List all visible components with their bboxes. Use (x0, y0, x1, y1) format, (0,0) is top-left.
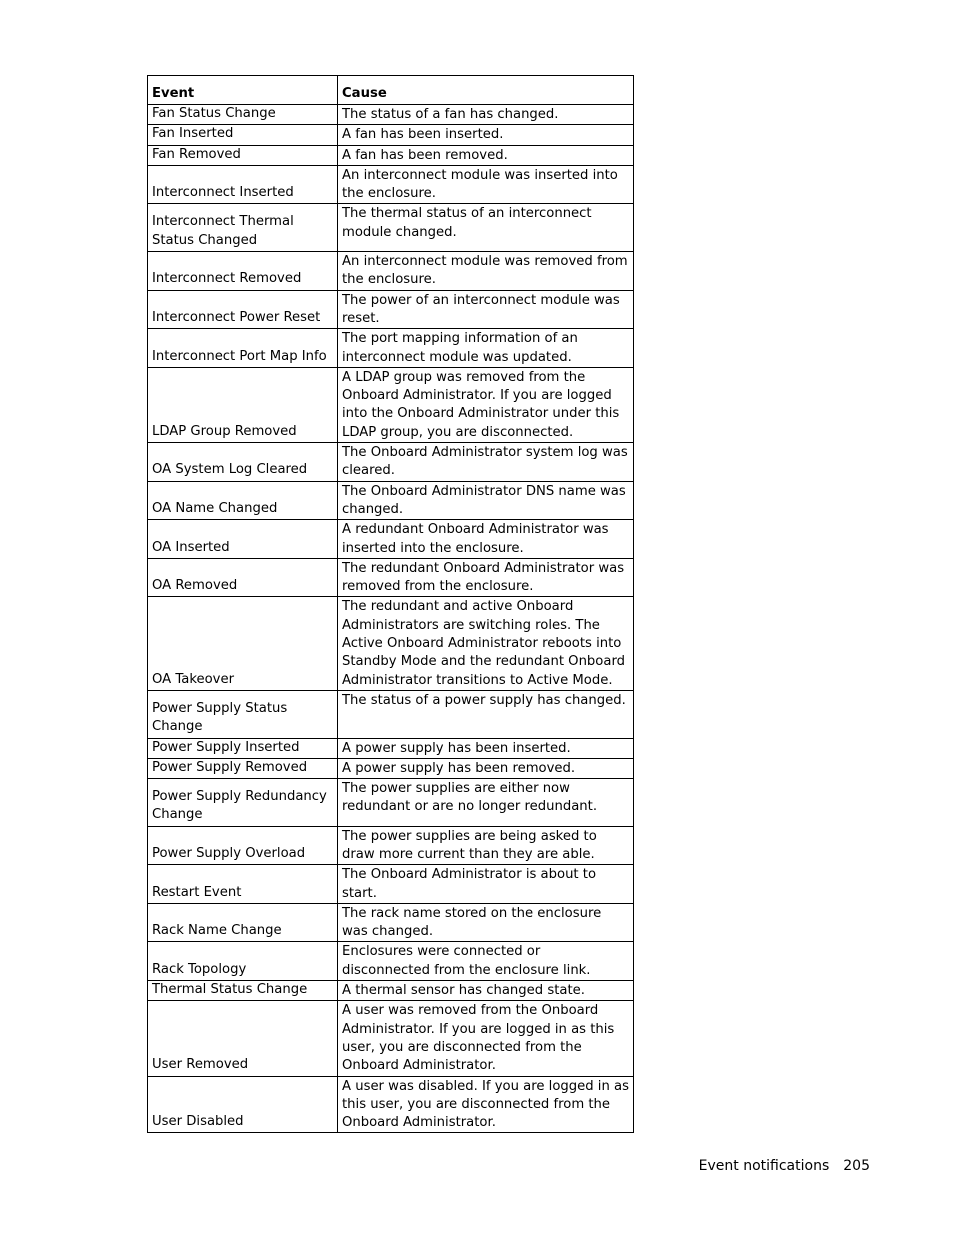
cause-cell: The redundant Onboard Administrator was removed from the enclosure. (338, 558, 634, 597)
cause-cell: The status of a fan has changed. (338, 105, 634, 125)
event-cell: Restart Event (148, 865, 338, 904)
cause-cell: The redundant and active Onboard Administrators are switching roles. The Active Onboard Administrator reboots into Standby Mode and the redundant Onboard Administrator transitions to Active Mode. (338, 597, 634, 690)
table-row (148, 942, 634, 981)
table-row (148, 252, 634, 291)
table-header-row (148, 76, 634, 105)
table-row (148, 290, 634, 329)
table-row (148, 758, 634, 778)
cause-cell: A fan has been inserted. (338, 125, 634, 145)
event-cell: Interconnect Thermal Status Changed (148, 204, 338, 252)
event-cell: OA Name Changed (148, 481, 338, 520)
table-row (148, 329, 634, 368)
event-cell: Interconnect Inserted (148, 165, 338, 204)
footer-section-title: Event notifications (698, 1158, 830, 1174)
column-header-cause: Cause (338, 76, 634, 105)
table-row (148, 481, 634, 520)
event-cell: Interconnect Port Map Info (148, 329, 338, 368)
event-cell: OA Inserted (148, 520, 338, 559)
table-row (148, 826, 634, 865)
event-cell: Thermal Status Change (148, 981, 338, 1001)
event-cell: Fan Removed (148, 145, 338, 165)
event-cell: Power Supply Overload (148, 826, 338, 865)
event-cell: User Disabled (148, 1076, 338, 1133)
cause-cell: The status of a power supply has changed. (338, 690, 634, 738)
event-cell: Power Supply Status Change (148, 690, 338, 738)
cause-cell: A power supply has been removed. (338, 758, 634, 778)
page-footer (699, 1158, 870, 1174)
event-cell: Fan Inserted (148, 125, 338, 145)
event-cell: Interconnect Removed (148, 252, 338, 291)
cause-cell: The power supplies are either now redundant or are no longer redundant. (338, 779, 634, 827)
table-row (148, 204, 634, 252)
cause-cell: A fan has been removed. (338, 145, 634, 165)
cause-cell: An interconnect module was removed from the enclosure. (338, 252, 634, 291)
event-cause-table (147, 75, 634, 1133)
event-cell: OA Removed (148, 558, 338, 597)
table-row (148, 597, 634, 690)
table-row (148, 779, 634, 827)
cause-cell: The rack name stored on the enclosure was changed. (338, 903, 634, 942)
column-header-event: Event (148, 76, 338, 105)
event-cell: User Removed (148, 1001, 338, 1076)
cause-cell: The thermal status of an interconnect module changed. (338, 204, 634, 252)
cause-cell: The power of an interconnect module was reset. (338, 290, 634, 329)
cause-cell: A power supply has been inserted. (338, 738, 634, 758)
cause-cell: An interconnect module was inserted into the enclosure. (338, 165, 634, 204)
cause-cell: The power supplies are being asked to draw more current than they are able. (338, 826, 634, 865)
table-row (148, 443, 634, 482)
cause-cell: The Onboard Administrator is about to start. (338, 865, 634, 904)
table-row (148, 367, 634, 442)
page-number: 205 (843, 1158, 870, 1174)
table-body (148, 105, 634, 1133)
cause-cell: Enclosures were connected or disconnected from the enclosure link. (338, 942, 634, 981)
event-cell: Power Supply Inserted (148, 738, 338, 758)
table-row (148, 1001, 634, 1076)
event-cell: OA System Log Cleared (148, 443, 338, 482)
cause-cell: A LDAP group was removed from the Onboard Administrator. If you are logged into the Onboard Administrator under this LDAP group, you are disconnected. (338, 367, 634, 442)
table-row (148, 865, 634, 904)
event-cell: Power Supply Removed (148, 758, 338, 778)
event-cell: Interconnect Power Reset (148, 290, 338, 329)
table-row (148, 145, 634, 165)
event-cell: Fan Status Change (148, 105, 338, 125)
table-row (148, 981, 634, 1001)
cause-cell: A user was removed from the Onboard Administrator. If you are logged in as this user, you are disconnected from the Onboard Administrator. (338, 1001, 634, 1076)
cause-cell: The port mapping information of an interconnect module was updated. (338, 329, 634, 368)
table-row (148, 1076, 634, 1133)
table-row (148, 520, 634, 559)
event-cell: Rack Topology (148, 942, 338, 981)
table-row (148, 738, 634, 758)
cause-cell: A redundant Onboard Administrator was inserted into the enclosure. (338, 520, 634, 559)
cause-cell: The Onboard Administrator system log was cleared. (338, 443, 634, 482)
event-cell: LDAP Group Removed (148, 367, 338, 442)
event-cell: OA Takeover (148, 597, 338, 690)
table-row (148, 690, 634, 738)
table-row (148, 165, 634, 204)
table-row (148, 125, 634, 145)
cause-cell: The Onboard Administrator DNS name was changed. (338, 481, 634, 520)
event-cell: Rack Name Change (148, 903, 338, 942)
table-row (148, 903, 634, 942)
table-row (148, 105, 634, 125)
cause-cell: A user was disabled. If you are logged in as this user, you are disconnected from the Onboard Administrator. (338, 1076, 634, 1133)
event-cell: Power Supply Redundancy Change (148, 779, 338, 827)
table-row (148, 558, 634, 597)
cause-cell: A thermal sensor has changed state. (338, 981, 634, 1001)
